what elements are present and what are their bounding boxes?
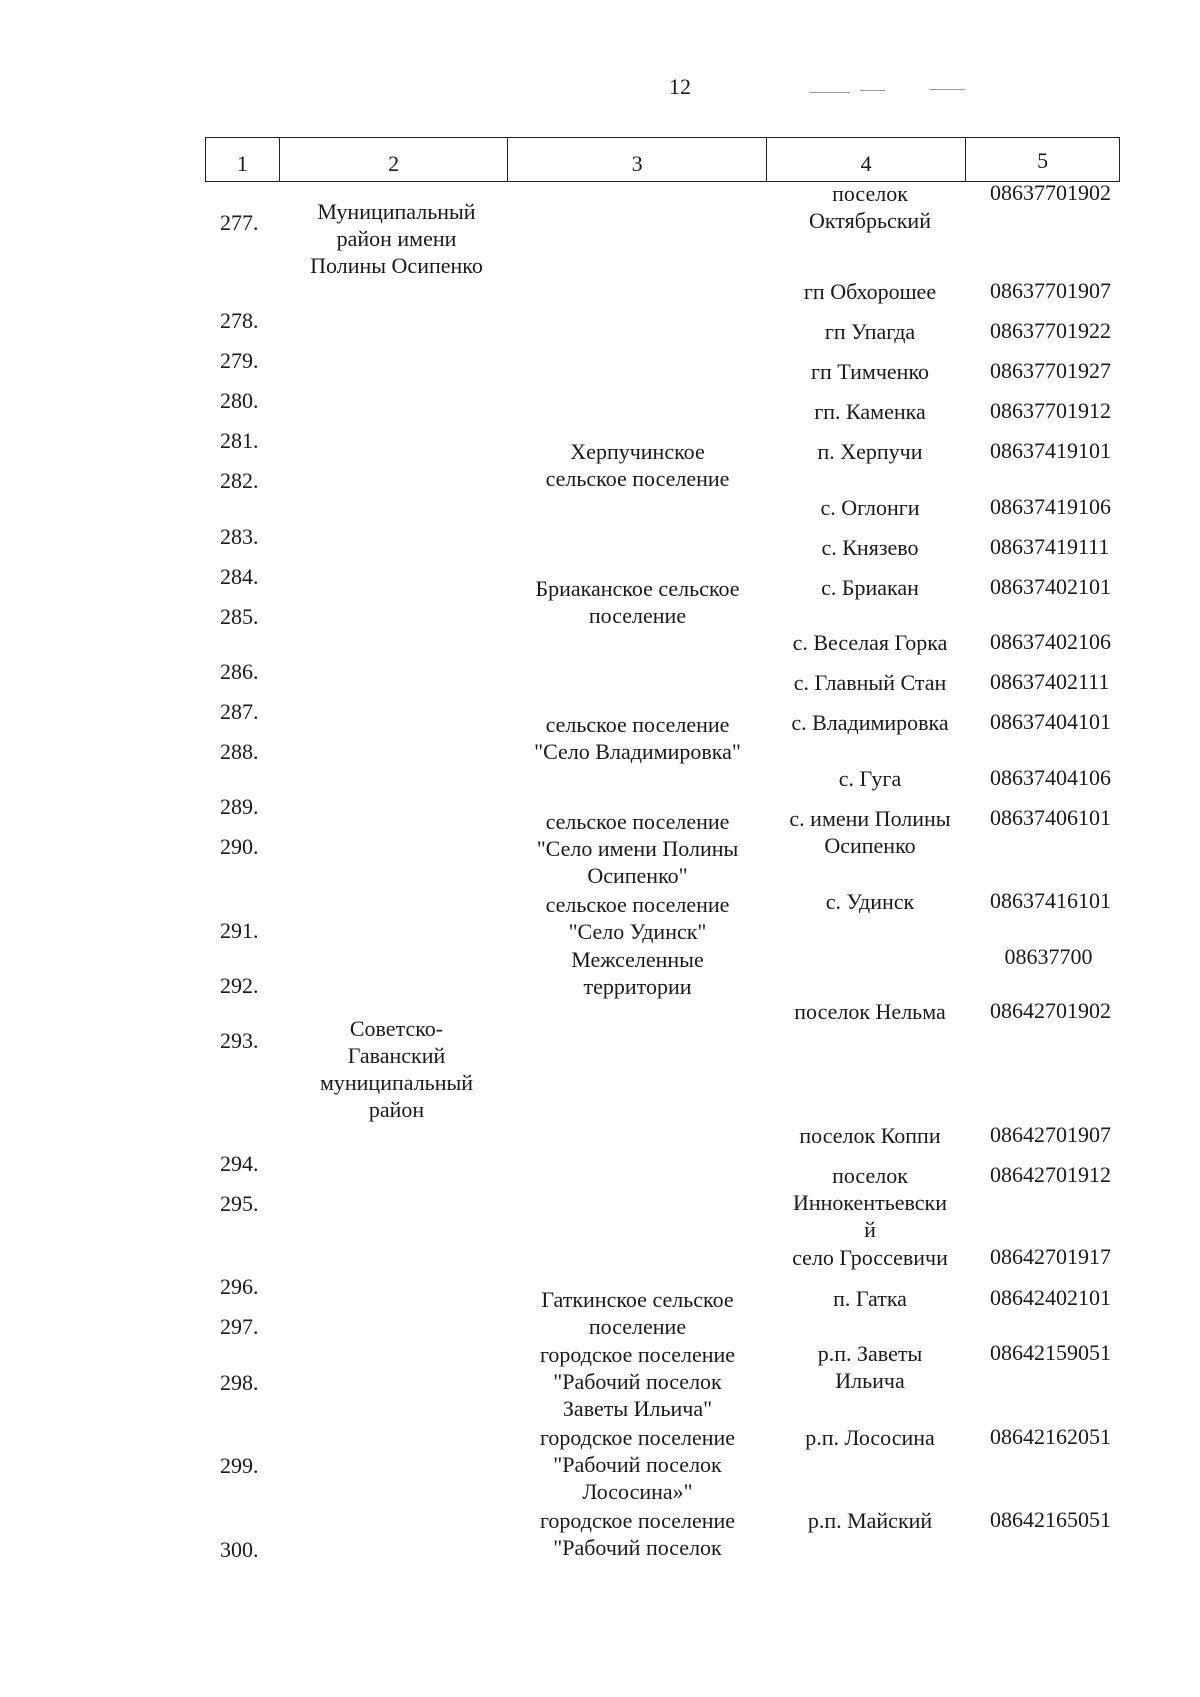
- oktmo-code: 08637701922: [990, 318, 1111, 343]
- oktmo-code: 08637701902: [990, 180, 1111, 205]
- settlement-name: Межселенные: [571, 947, 704, 972]
- header-col-5: 5: [1037, 148, 1049, 173]
- locality-name: поселок: [832, 1163, 908, 1188]
- locality-name: п. Гатка: [833, 1286, 907, 1311]
- header-col-1: 1: [206, 138, 280, 181]
- oktmo-code: 08637402101: [990, 574, 1111, 599]
- oktmo-code: 08642701917: [990, 1244, 1111, 1269]
- settlement-name: городское поселение: [539, 1425, 736, 1450]
- district-name: Муниципальный: [317, 199, 476, 224]
- locality-name: гп. Каменка: [814, 399, 926, 424]
- oktmo-code: 08637402106: [990, 629, 1111, 654]
- district-name: Советско-: [349, 1016, 444, 1041]
- row-number: 283.: [220, 524, 259, 549]
- settlement-name: городское поселение: [539, 1342, 736, 1367]
- locality-name: село Гроссевичи: [792, 1245, 948, 1270]
- oktmo-code: 08642701902: [990, 998, 1111, 1023]
- oktmo-code: 08637419111: [990, 534, 1110, 559]
- locality-name: поселок: [832, 181, 908, 206]
- settlement-name: Гаткинское сельское: [541, 1287, 734, 1312]
- scan-artifact: [860, 90, 885, 91]
- settlement-name: городское поселение: [539, 1508, 736, 1533]
- settlement-name: "Село Владимировка": [534, 739, 741, 764]
- settlement-name: "Рабочий поселок: [553, 1369, 722, 1394]
- settlement-name: поселение: [588, 1314, 687, 1339]
- oktmo-code: 08637404101: [990, 709, 1111, 734]
- row-number: 277.: [220, 210, 259, 235]
- locality-name: поселок Нельма: [794, 999, 946, 1024]
- district-name: Полины Осипенко: [310, 253, 483, 278]
- oktmo-code: 08637701912: [990, 398, 1111, 423]
- district-name: район: [368, 1097, 425, 1122]
- settlement-name: Лососина»": [582, 1479, 693, 1504]
- oktmo-code: 08637406101: [990, 805, 1111, 830]
- row-number: 297.: [220, 1314, 259, 1339]
- row-number: 281.: [220, 428, 259, 453]
- locality-name: р.п. Лососина: [805, 1425, 935, 1450]
- settlement-name: "Село Удинск": [568, 919, 707, 944]
- locality-name: с. Оглонги: [820, 495, 920, 520]
- locality-name: р.п. Заветы: [817, 1341, 923, 1366]
- row-number: 288.: [220, 739, 259, 764]
- oktmo-code: 08637419106: [990, 494, 1111, 519]
- locality-name: Осипенко: [824, 833, 916, 858]
- oktmo-code: 08637700: [1004, 944, 1093, 969]
- row-number: 280.: [220, 388, 259, 413]
- page-number: 12: [669, 74, 691, 99]
- district-name: Гаванский: [347, 1043, 446, 1068]
- locality-name: с. Главный Стан: [793, 670, 947, 695]
- oktmo-code: 08642402101: [990, 1285, 1111, 1310]
- settlement-name: "Рабочий поселок: [553, 1535, 722, 1560]
- oktmo-code: 08637701907: [990, 278, 1111, 303]
- row-number: 294.: [220, 1151, 259, 1176]
- header-col-3: 3: [508, 138, 766, 181]
- row-number: 291.: [220, 918, 259, 943]
- row-number: 299.: [220, 1453, 259, 1478]
- locality-name: с. Владимировка: [791, 710, 949, 735]
- row-number: 296.: [220, 1274, 259, 1299]
- settlement-name: "Рабочий поселок: [553, 1452, 722, 1477]
- row-number: 295.: [220, 1191, 259, 1216]
- oktmo-code: 08642701912: [990, 1162, 1111, 1187]
- oktmo-code: 08642701907: [990, 1122, 1111, 1147]
- locality-name: й: [864, 1217, 876, 1242]
- district-name: район имени: [336, 226, 457, 251]
- row-number: 286.: [220, 659, 259, 684]
- locality-name: гп Обхорошее: [803, 279, 937, 304]
- settlement-name: Заветы Ильича": [562, 1396, 713, 1421]
- locality-name: гп Упагда: [824, 319, 916, 344]
- row-number: 289.: [220, 794, 259, 819]
- settlement-name: поселение: [588, 603, 687, 628]
- row-number: 293.: [220, 1028, 259, 1053]
- row-number: 292.: [220, 973, 259, 998]
- header-col-2: 2: [280, 138, 509, 181]
- locality-name: п. Херпучи: [817, 439, 923, 464]
- locality-name: с. Веселая Горка: [792, 630, 948, 655]
- oktmo-code: 08637402111: [990, 669, 1110, 694]
- locality-name: поселок Коппи: [799, 1123, 941, 1148]
- locality-name: р.п. Майский: [807, 1508, 933, 1533]
- settlement-name: "Село имени Полины: [536, 836, 739, 861]
- settlement-name: территории: [583, 974, 692, 999]
- scan-artifact: [810, 92, 850, 93]
- row-number: 285.: [220, 604, 259, 629]
- header-col-4: 4: [767, 138, 967, 181]
- settlement-name: сельское поселение: [545, 892, 730, 917]
- locality-name: Октябрьский: [809, 208, 931, 233]
- oktmo-code: 08642159051: [990, 1340, 1111, 1365]
- oktmo-code: 08642165051: [990, 1507, 1111, 1532]
- settlement-name: сельское поселение: [545, 466, 730, 491]
- row-number: 287.: [220, 699, 259, 724]
- settlement-name: Херпучинское: [570, 439, 705, 464]
- oktmo-code: 08637416101: [990, 888, 1111, 913]
- row-number: 290.: [220, 834, 259, 859]
- settlement-name: Бриаканское сельское: [535, 576, 740, 601]
- oktmo-code: 08642162051: [990, 1424, 1111, 1449]
- locality-name: с. Удинск: [825, 889, 915, 914]
- locality-name: с. Князево: [821, 535, 919, 560]
- locality-name: с. имени Полины: [789, 806, 951, 831]
- settlement-name: сельское поселение: [545, 809, 730, 834]
- locality-name: гп Тимченко: [810, 359, 930, 384]
- locality-name: с. Бриакан: [821, 575, 919, 600]
- settlement-name: Осипенко": [587, 863, 688, 888]
- row-number: 279.: [220, 348, 259, 373]
- row-number: 298.: [220, 1370, 259, 1395]
- row-number: 278.: [220, 308, 259, 333]
- oktmo-code: 08637701927: [990, 358, 1111, 383]
- settlement-name: сельское поселение: [545, 712, 730, 737]
- table-header: [205, 137, 1120, 182]
- row-number: 284.: [220, 564, 259, 589]
- row-number: 282.: [220, 468, 259, 493]
- locality-name: Иннокентьевски: [792, 1190, 947, 1215]
- locality-name: с. Гуга: [838, 766, 902, 791]
- row-number: 300.: [220, 1537, 259, 1562]
- oktmo-code: 08637419101: [990, 438, 1111, 463]
- scan-artifact: [930, 89, 965, 90]
- oktmo-code: 08637404106: [990, 765, 1111, 790]
- locality-name: Ильича: [835, 1368, 905, 1393]
- district-name: муниципальный: [319, 1070, 474, 1095]
